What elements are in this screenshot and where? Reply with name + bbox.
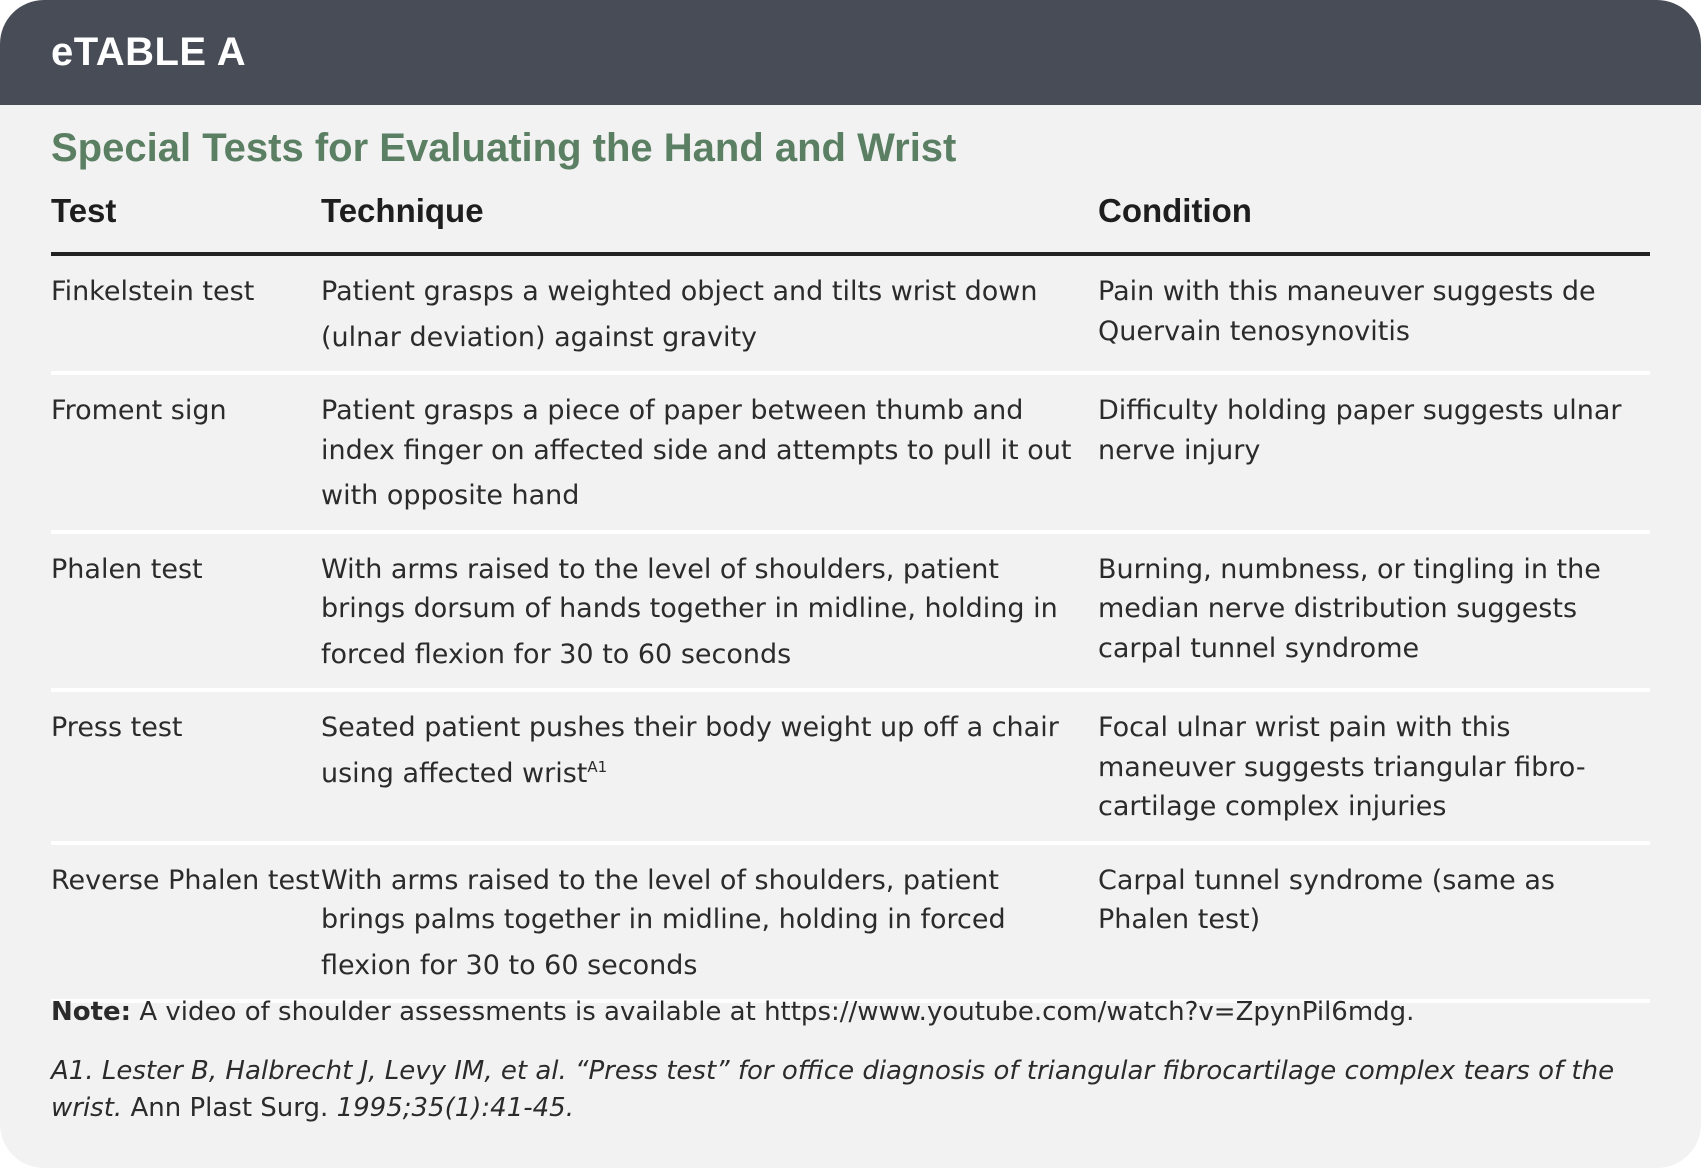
cell-technique: [321, 843, 1098, 1002]
note-text: A video of shoulder assessments is available at https://www.youtube.com/watch?v=ZpynPil6mdg.: [131, 997, 1415, 1027]
cell-condition: Burning, numbness, or tingling in the median nerve distribution suggests carpal tunnel syndrome: [1098, 532, 1650, 691]
note-label: Note:: [51, 997, 132, 1027]
table-label: eTABLE A: [0, 0, 1701, 105]
table-row: [51, 373, 1650, 532]
cell-condition: Pain with this maneuver suggests de Quervain tenosynovitis: [1098, 254, 1650, 373]
cell-condition: Carpal tunnel syndrome (same as Phalen test): [1098, 843, 1650, 1002]
technique-text: Patient grasps a piece of paper between thumb and index finger on affected side and attempts to pull it out with opposite hand: [321, 395, 1072, 511]
table-note: [51, 997, 1414, 1027]
table-row: [51, 843, 1650, 1002]
reference-authors-title: A1. Lester B, Halbrecht J, Levy IM, et al. “Press test” for office diagnosis of triangular fibrocartilage complex tears of the wrist.: [51, 1056, 1615, 1123]
cell-technique: [321, 532, 1098, 691]
column-header-technique: Technique: [321, 192, 1098, 254]
cell-technique: [321, 690, 1098, 843]
special-tests-table: [51, 192, 1650, 1003]
cell-test: Press test: [51, 690, 321, 843]
cell-test: Finkelstein test: [51, 254, 321, 373]
reference: [51, 1053, 1651, 1127]
table-row: [51, 254, 1650, 373]
cell-test: Froment sign: [51, 373, 321, 532]
technique-text: Patient grasps a weighted object and tilts wrist down (ulnar deviation) against gravity: [321, 276, 1038, 353]
table-row: [51, 532, 1650, 691]
cell-test: Phalen test: [51, 532, 321, 691]
cell-technique: [321, 254, 1098, 373]
cell-test: Reverse Phalen test: [51, 843, 321, 1002]
technique-text: With arms raised to the level of shoulders, patient brings dorsum of hands together in midline, holding in forced flexion for 30 to 60 seconds: [321, 553, 1058, 670]
table-header-row: [51, 192, 1650, 254]
footnote-marker: A1: [587, 757, 608, 776]
column-header-condition: Condition: [1098, 192, 1650, 254]
cell-condition: Difficulty holding paper suggests ulnar nerve injury: [1098, 373, 1650, 532]
technique-text: With arms raised to the level of shoulders, patient brings palms together in midline, holding in forced flexion for 30 to 60 seconds: [321, 864, 1006, 981]
column-header-test: Test: [51, 192, 321, 254]
cell-technique: [321, 373, 1098, 532]
table-row: [51, 690, 1650, 843]
table-title: Special Tests for Evaluating the Hand and Wrist: [51, 126, 957, 170]
reference-citation: 1995;35(1):41-45.: [336, 1093, 574, 1123]
technique-text: Seated patient pushes their body weight up off a chair using affected wrist: [321, 712, 1059, 789]
reference-journal: Ann Plast Surg.: [122, 1093, 337, 1123]
cell-condition: Focal ulnar wrist pain with this maneuver suggests triangular fibro-cartilage complex injuries: [1098, 690, 1650, 843]
